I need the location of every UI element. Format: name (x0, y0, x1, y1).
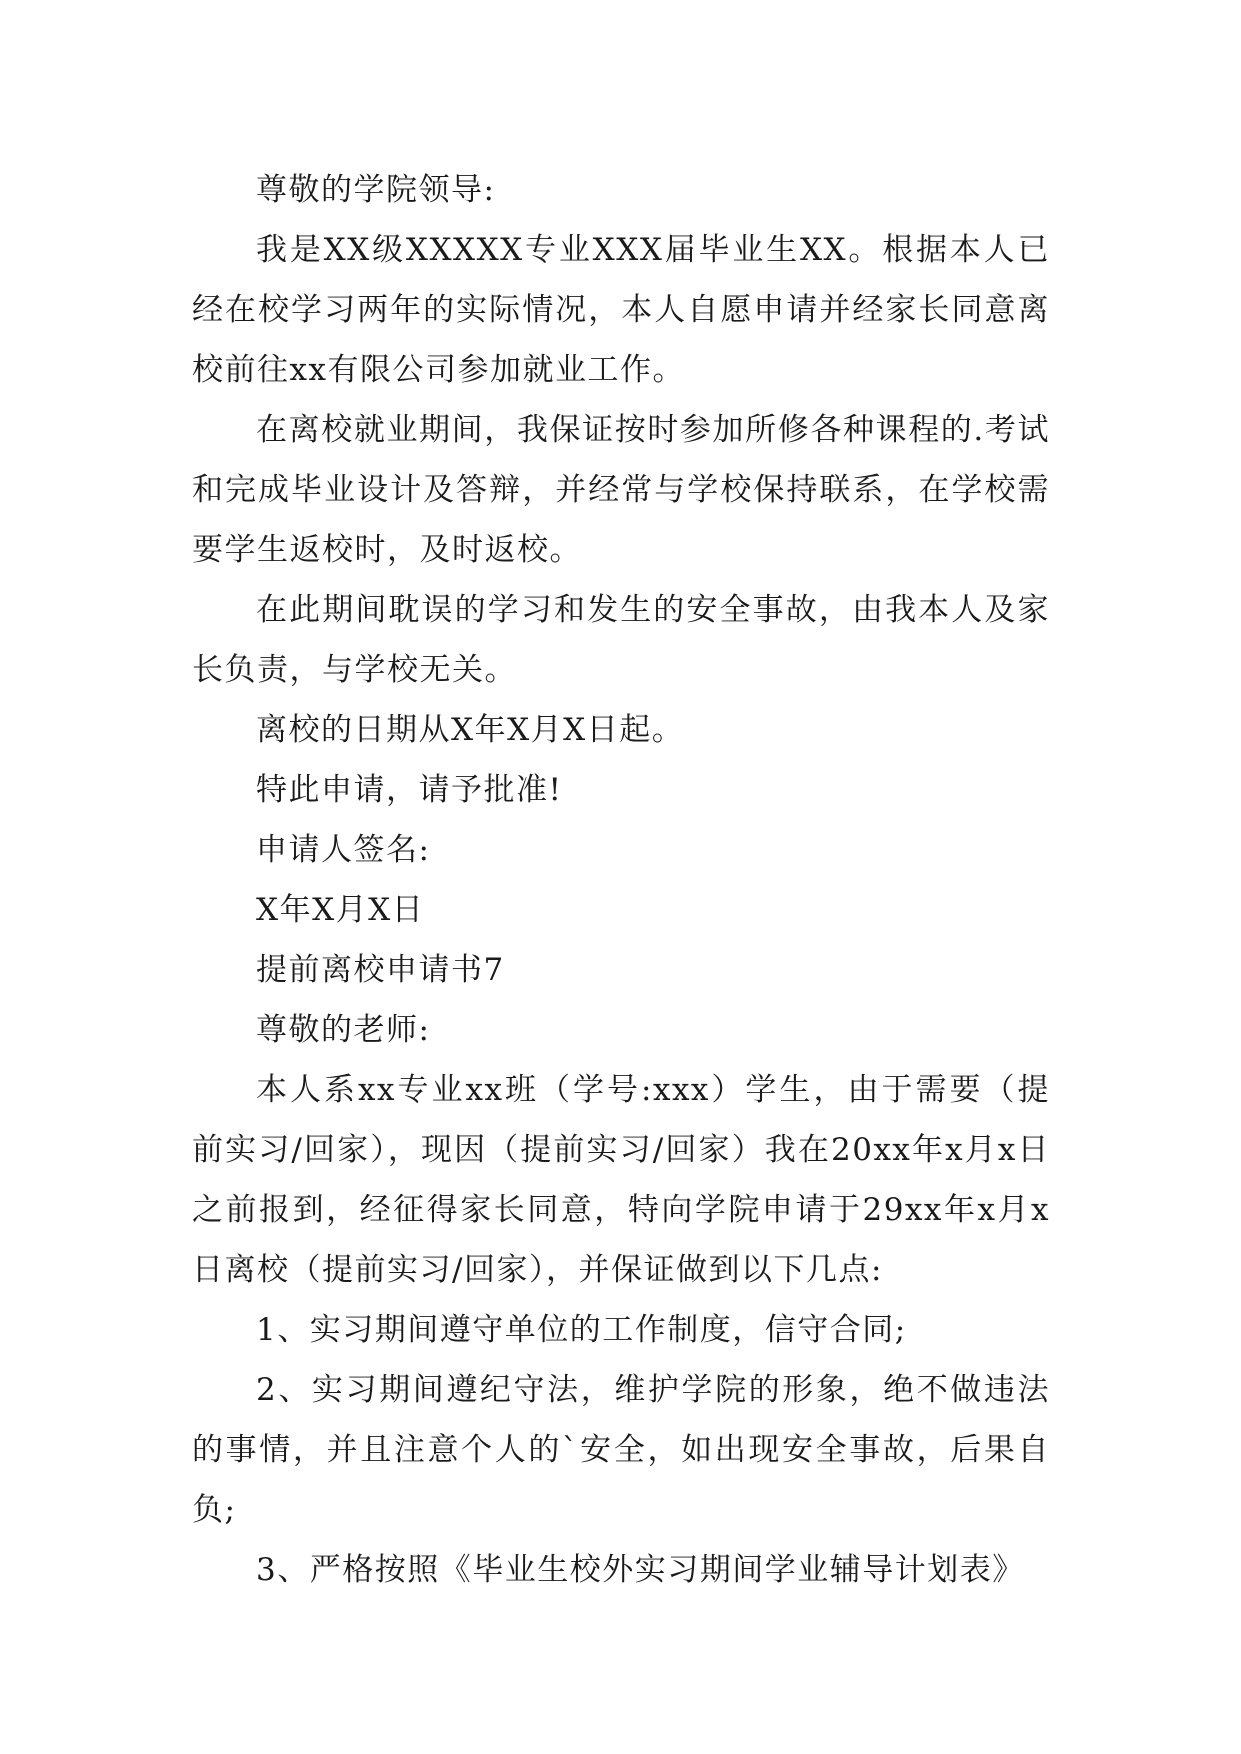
paragraph-commitment: 在离校就业期间，我保证按时参加所修各种课程的.考试和完成毕业设计及答辩，并经常与学校保持联系，在学校需要学生返校时，及时返校。 (192, 412, 1050, 568)
departure-date: 离校的日期从X年X月X日起。 (256, 712, 685, 748)
date-line: X年X月X日 (256, 892, 425, 928)
request-line: 特此申请，请予批准! (256, 772, 563, 808)
salutation-teacher: 尊敬的老师: (256, 1012, 431, 1048)
section-title: 提前离校申请书7 (256, 952, 505, 988)
paragraph-request: 本人系xx专业xx班（学号:xxx）学生，由于需要（提前实习/回家），现因（提前实习/回家）我在20xx年x月x日之前报到，经征得家长同意，特向学院申请于29xx年x月x日离校（提前实习/回家），并保证做到以下几点: (192, 1072, 1050, 1288)
document-body (192, 160, 1050, 1600)
list-item: 2、实习期间遵纪守法，维护学院的形象，绝不做违法的事情，并且注意个人的`安全，如出现安全事故，后果自负; (192, 1372, 1050, 1528)
paragraph-responsibility: 在此期间耽误的学习和发生的安全事故，由我本人及家长负责，与学校无关。 (192, 592, 1050, 688)
paragraph-intro: 我是XX级XXXXX专业XXX届毕业生XX。根据本人已经在校学习两年的实际情况，本人自愿申请并经家长同意离校前往xx有限公司参加就业工作。 (192, 232, 1050, 388)
signature-line: 申请人签名: (256, 832, 431, 868)
list-item: 1、实习期间遵守单位的工作制度，信守合同; (256, 1312, 907, 1348)
salutation: 尊敬的学院领导: (256, 172, 496, 208)
list-item: 3、严格按照《毕业生校外实习期间学业辅导计划表》 (256, 1552, 1025, 1588)
